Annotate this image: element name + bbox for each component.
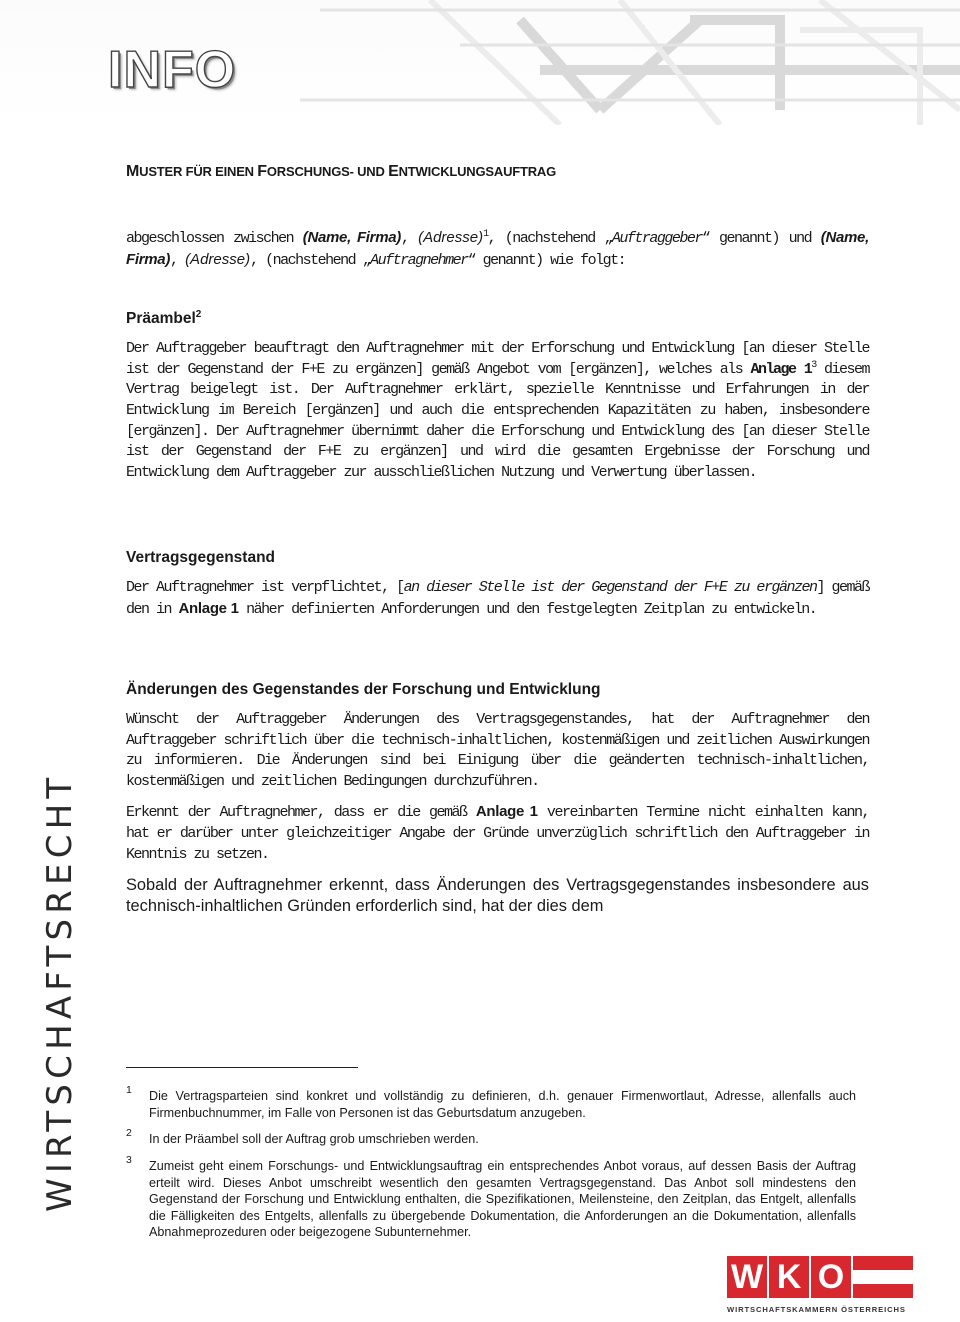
aenderungen-section [126, 681, 869, 917]
footnote-1 [126, 1084, 856, 1121]
sidebar-wirtschaftsrecht: WIRTSCHAFTSRECHT [40, 772, 80, 1212]
wko-letter: W [727, 1256, 767, 1298]
heading-text: Präambel [126, 310, 196, 328]
footnote-number: 3 [126, 1154, 132, 1166]
footnote-ref: 3 [811, 359, 816, 371]
aenderungen-paragraph-3: Sobald der Auftragnehmer erkennt, dass Änderungen des Vertragsgegenstandes insbesondere aus technisch-inhaltlichen Gründen erforderlich sind, hat der dies dem [126, 876, 869, 916]
intro-text: , (nachstehend „ [487, 230, 612, 247]
paragraph-text: Der Auftragnehmer ist verpflichtet, [ [126, 579, 404, 596]
title-part: ORSCHUNGS- UND [266, 164, 389, 179]
footnote-ref: 1 [483, 229, 488, 240]
wko-letter: K [769, 1256, 809, 1298]
intro-section [126, 228, 869, 271]
party2-address-placeholder: (Adresse) [185, 250, 251, 268]
paragraph-text: diesem Vertrag beigelegt ist. Der Auftragnehmer erklärt, spezielle Kenntnisse und Erfahrungen in der Entwicklung im Bereich [ergänzen] und auch die entsprechenden Kapazitäten zu haben, insbesondere [ergänzen]. Der Auftragnehmer übernimmt daher die Erforschung und Entwicklung des [an dieser Stelle ist der Gegenstand der F+E zu ergänzen] und wird die gesamten Ergebnisse der Forschung und Entwicklung dem Auftraggeber zur ausschließlichen Nutzung und Verwertung überlassen. [126, 360, 869, 481]
title-part: NTWICKLUNGSAUFTRAG [398, 164, 557, 179]
anlage-reference: Anlage 1 [475, 803, 538, 821]
footnote-number: 2 [126, 1127, 132, 1139]
aenderungen-paragraph-2 [126, 802, 869, 865]
footnote-text: Zumeist geht einem Forschungs- und Entwicklungsauftrag ein entsprechendes Anbot voraus, auf dessen Basis der Auftrag erteilt wird. Dieses Anbot umschreibt wesentlich den gesamten Vertragsgegenstand. Das Anbot soll mindestens den Gegenstand der Forschung und Entwicklung enthalten, die Spezifikationen, Meilensteine, den Zeitplan, das Entgelt, allenfalls die Fälligkeiten des Entgelts, allenfalls zu übergebende Dokumentation, die Anforderungen an die Dokumentation, allenfalls Abnahmeprozeduren oder beigezogene Subunternehmer. [149, 1159, 856, 1240]
aenderungen-heading: Änderungen des Gegenstandes der Forschung und Entwicklung [126, 681, 601, 698]
footnote-3 [126, 1154, 856, 1241]
paragraph-text: Erkennt der Auftragnehmer, dass er die gemäß [126, 804, 476, 822]
intro-text: , [400, 230, 419, 247]
intro-text: , [170, 251, 186, 269]
vertragsgegenstand-paragraph [126, 578, 869, 620]
footnote-2 [126, 1127, 856, 1148]
intro-text: “ genannt) und [701, 230, 821, 247]
placeholder-italic: an dieser Stelle ist der Gegenstand der F+E zu ergänzen [403, 579, 817, 596]
page-header [0, 0, 960, 125]
footnote-text: Die Vertragsparteien sind konkret und vollständig zu definieren, d.h. genauer Firmenwortlaut, Adresse, allenfalls auch Firmenbuchnummer, im Falle von Personen ist das Geburtsdatum anzugeben. [149, 1089, 856, 1120]
intro-text: “ genannt) wie folgt: [467, 251, 626, 269]
auftragnehmer-term: Auftragnehmer [370, 251, 468, 269]
title-part: M [126, 163, 140, 180]
anlage-reference: Anlage 1 [750, 360, 812, 378]
title-part: E [388, 163, 399, 180]
party2-name-placeholder: (Name, Firma) [126, 229, 869, 268]
praeambel-heading [126, 309, 869, 328]
intro-text: abgeschlossen zwischen [126, 230, 303, 247]
paragraph-text: ] gemäß den in [126, 579, 869, 618]
praeambel-section [126, 309, 869, 483]
paragraph-text: vereinbarten Termine nicht einhalten kann, hat er darüber unter gleichzeitiger Angabe der Gründe unverzüglich schriftlich den Auftraggeber in Kenntnis zu setzen. [126, 804, 869, 863]
footnote-ref: 2 [195, 309, 202, 320]
paragraph-text: näher definierten Anforderungen und den festgelegten Zeitplan zu entwickeln. [238, 600, 817, 618]
vertragsgegenstand-heading: Vertragsgegenstand [126, 549, 276, 566]
wko-logo [727, 1256, 927, 1316]
vertragsgegenstand-section [126, 549, 869, 620]
wko-subtitle: WIRTSCHAFTSKAMMERN ÖSTERREICHS [727, 1305, 906, 1314]
auftraggeber-term: Auftraggeber [611, 230, 702, 247]
austrian-flag-icon [853, 1256, 913, 1298]
footnote-text: In der Präambel soll der Auftrag grob umschrieben werden. [149, 1132, 479, 1146]
party1-address-placeholder: (Adresse) [418, 229, 484, 246]
intro-paragraph [126, 228, 869, 271]
party1-name-placeholder: (Name, Firma) [302, 229, 401, 246]
footnote-number: 1 [126, 1084, 132, 1096]
praeambel-paragraph [126, 339, 869, 483]
aenderungen-paragraph-1: Wünscht der Auftraggeber Änderungen des Vertragsgegenstandes, hat der Auftragnehmer den Auftraggeber schriftlich über die technisch-inhaltlichen, kostenmäßigen und zeitlichen Auswirkungen zu informieren. Die Änderungen sind bei Einigung über die geänderten technisch-inhaltlichen, kostenmäßigen und zeitlichen Bedingungen durchzuführen. [126, 711, 869, 790]
title-part: USTER FÜR EINEN [139, 164, 258, 179]
footnote-separator [126, 1067, 358, 1068]
info-logo: INFO [108, 41, 237, 99]
document-title [126, 163, 556, 181]
intro-text: , (nachstehend „ [250, 251, 371, 269]
anlage-reference: Anlage 1 [178, 599, 239, 617]
wko-letter-boxes [727, 1256, 927, 1298]
paragraph-text: Der Auftraggeber beauftragt den Auftragnehmer mit der Erforschung und Entwicklung [an dieser Stelle ist der Gegenstand der F+E zu ergänzen] gemäß Angebot vom [ergänzen], welches als [126, 340, 869, 378]
title-part: F [257, 163, 267, 180]
wko-letter: O [811, 1256, 851, 1298]
